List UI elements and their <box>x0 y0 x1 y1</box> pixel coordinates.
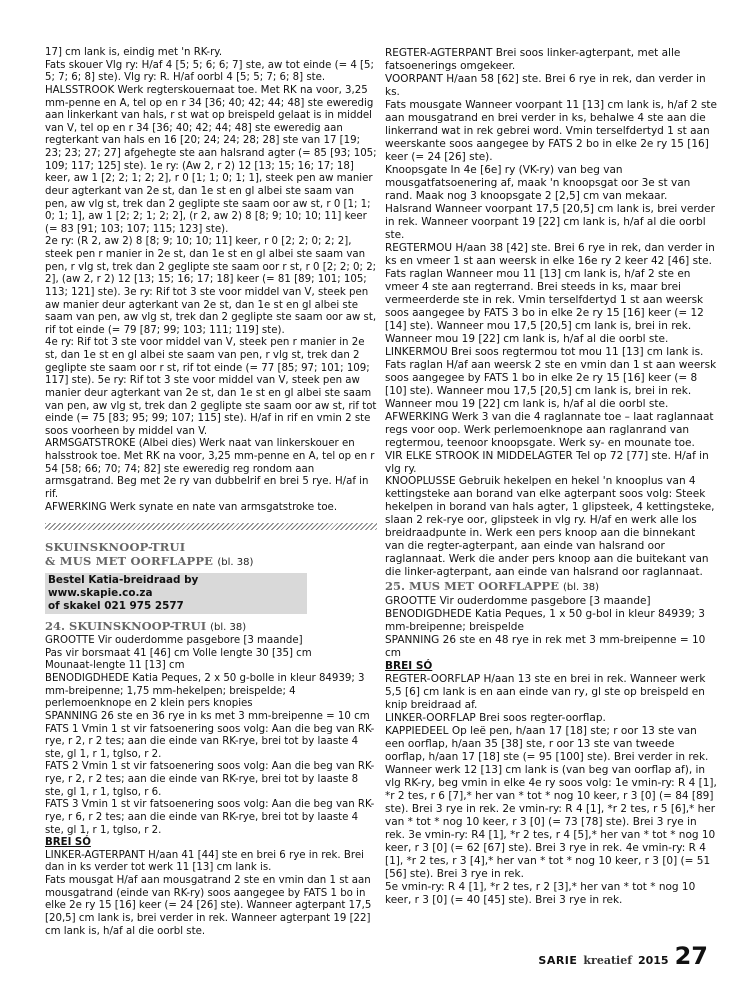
paragraph: LINKERMOU Brei soos regtermou tot mou 11 [13] cm lank is. <box>385 345 704 358</box>
paragraph: 5e vmin-ry: R 4 [1], *r 2 tes, r 2 [3],* her van * tot * nog 10 keer, r 3 [0] (= 40 [45] ste). Brei 3 rye in rek. <box>385 881 696 906</box>
magazine-name: SARIE <box>538 954 578 967</box>
paragraph: FATS 3 Vmin 1 st vir fatsoenering soos volg: Aan die beg van RK-rye, r 6, r 2 tes; aan die einde van RK-rye, brei tot by laaste 4 ste, gl 1, r 1, tglso, r 2. <box>45 799 375 836</box>
paragraph: Fats mousgat H/af aan mousgatrand 2 ste en vmin dan 1 st aan mousgatrand (einde van RK-ry) soos aangegee by FATS 1 bo in elke 2e ry 15 [16] keer (= 24 [26] ste). Wanneer agterpant 17,5 [20,5] cm lank is, brei verder in rek. Wanneer agterpant 19 [22] cm lank is, h/af al die oorbl ste. <box>45 875 372 937</box>
section-divider <box>45 523 377 530</box>
paragraph: 2e ry: (R 2, aw 2) 8 [8; 9; 10; 10; 11] keer, r 0 [2; 2; 0; 2; 2], steek pen r manier in 2e st, dan 1e st en gl albei ste saam van pen, r vlg st, trek dan 2 geglipte ste saam oor r st, r 0 [2; 2; 0; 2; 2], (aw 2, r 2) 12 [13; 15; 16; 17; 18] keer (= 81 [89; 101; 105; 113; 121] ste). 3e ry: Rif tot 3 ste voor middel van V, steek pen aw manier deur agterkant van 2e st, dan 1e st en gl albei ste saam van pen, aw vlg st, trek dan 2 geglipte ste saam oor aw st, rif tot einde (= 79 [87; 99; 103; 111; 119] ste). <box>45 236 377 336</box>
paragraph: 17] cm lank is, eindig met 'n RK-ry. <box>45 47 223 58</box>
magazine-edition: kreatief <box>583 954 632 967</box>
paragraph: FATS 1 Vmin 1 st vir fatsoenering soos volg: Aan die beg van RK-rye, r 2, r 2 tes; aan die einde van RK-rye, brei tot by laaste 4 ste, gl 1, r 1, tglso, r 2. <box>45 723 375 760</box>
paragraph: AFWERKING Werk synate en nate van armsgatstroke toe. <box>45 501 338 513</box>
paragraph: HALSSTROOK Werk regterskouernaat toe. Met RK na voor, 3,25 mm-penne en A, tel op en r 34 [36; 40; 42; 44; 48] ste eweredig aan linkerkant van hals, r st wat op breispeld gelaat is in middel van V, tel op en r 34 [36; 40; 42; 44; 48] ste eweredig aan regterkant van hals en 16 [20; 24; 24; 28; 28] ste van 17 [19; 23; 23; 27; 27] afgehegte ste aan halsrand agter (= 85 [93; 105; 109; 117; 125] ste). 1e ry: (Aw 2, r 2) 12 [13; 15; 16; 17; 18] keer, aw 1 [2; 2; 1; 2; 2], r 0 [1; 1; 0; 1; 1], steek pen aw manier deur agterkant van 2e st, dan 1e st en gl albei ste saam van pen, aw vlg st, trek dan 2 geglipte ste saam oor aw st, r 0 [1; 1; 0; 1; 1], aw 1 [2; 2; 1; 2; 2], (r 2, aw 2) 8 [8; 9; 10; 10; 11] keer (= 83 [91; 103; 107; 115; 123] ste). <box>45 84 377 235</box>
paragraph: VIR ELKE STROOK IN MIDDELAGTER Tel op 72 [77] ste. H/af in vlg ry. <box>385 449 709 475</box>
order-line: Bestel Katia-breidraad by www.skapie.co.za <box>48 574 199 600</box>
section-title-line1: SKUINSKNOOP-TRUI <box>45 540 186 555</box>
section-title-line2: & MUS MET OORFLAPPE <box>45 554 214 569</box>
subheading: BREI SÓ <box>385 660 433 673</box>
paragraph: KNOOPLUSSE Gebruik hekelpen en hekel 'n knooplus van 4 kettingsteke aan borand van elke agterpant soos volg: Steek hekelpen in borand van hals agter, 1 glipsteek, 4 kettingsteke, slaan 2 rek-rye oor, glipsteek in vlg ry. H/af en werk alle los breidraadpunte in. Werk een pers knoop aan die binnekant van die regter-agterpant, aan einde van halsrand oor raglannaat. Werk die ander pers knoop aan die buitekant van die linker-agterpant, aan einde van halsrand oor raglannaat. <box>385 475 715 579</box>
paragraph: Halsrand Wanneer voorpant 17,5 [20,5] cm lank is, brei verder in rek. Wanneer voorpant 19 [22] cm lank is, h/af al die oorbl ste. <box>385 202 715 241</box>
page-reference: (bl. 38) <box>210 622 247 634</box>
order-phone: of skakel 021 975 2577 <box>48 600 184 613</box>
paragraph: Fats raglan H/af aan weersk 2 ste en vmin dan 1 st aan weersk soos aangegee by FATS 1 bo in elke 2e ry 15 [16] keer (= 8 [10] ste). Wanneer mou 17,5 [20,5] cm lank is, brei in rek. Wanneer mou 19 [22] cm lank is, h/af al die oorbl ste. <box>385 358 717 410</box>
paragraph: GROOTTE Vir ouderdomme pasgebore [3 maande] <box>385 595 651 608</box>
paragraph: VOORPANT H/aan 58 [62] ste. Brei 6 rye in rek, dan verder in ks. <box>385 72 706 98</box>
paragraph: 4e ry: Rif tot 3 ste voor middel van V, steek pen r manier in 2e st, dan 1e st en gl albei ste saam van pen, r vlg st, trek dan 2 geglipte ste saam oor r st, rif tot einde (= 77 [85; 97; 101; 109; 117] ste). 5e ry: Rif tot 3 ste voor middel van V, steek pen aw manier deur agterkant van 2e st, dan 1e st en gl albei ste saam van pen, aw vlg st, trek dan 2 geglipte ste saam oor aw st, rif tot einde (= 75 [83; 95; 99; 107; 115] ste). H/af in rif en vmin 2 ste soos voorheen by middel van V. <box>45 337 377 437</box>
pattern-title-text: 25. MUS MET OORFLAPPE <box>385 579 559 594</box>
subheading: BREI SÓ <box>45 837 91 849</box>
page-number: 27 <box>674 942 708 970</box>
paragraph: SPANNING 26 ste en 48 rye in rek met 3 mm-breipenne = 10 cm <box>385 634 706 660</box>
left-column <box>45 47 377 938</box>
paragraph: Fats skouer Vlg ry: H/af 4 [5; 5; 6; 6; 7] ste, aw tot einde (= 4 [5; 5; 7; 6; 8] ste). Vlg ry: R. H/af oorbl 4 [5; 5; 7; 6; 8] ste. <box>45 59 374 84</box>
paragraph: GROOTTE Vir ouderdomme pasgebore [3 maande] <box>45 635 303 647</box>
right-column <box>385 47 717 907</box>
section-title <box>45 540 377 570</box>
pattern-title <box>385 579 717 595</box>
paragraph: AFWERKING Werk 3 van die 4 raglannate toe – laat raglannaat regs voor oop. Werk perlemoenknope aan raglanrand van regtermou, teenoor knoopsgate. Werk sy- en mounate toe. <box>385 410 714 449</box>
paragraph: BENODIGDHEDE Katia Peques, 1 x 50 g-bol in kleur 84939; 3 mm-breipenne; breispelde <box>385 608 705 634</box>
paragraph: BENODIGDHEDE Katia Peques, 2 x 50 g-bolle in kleur 84939; 3 mm-breipenne; 1,75 mm-hekelpen; breispelde; 4 perlemoenknope en 2 klein pers knopies <box>45 673 365 710</box>
paragraph: REGTERMOU H/aan 38 [42] ste. Brei 6 rye in rek, dan verder in ks en vmeer 1 st aan weersk in elke 16e ry 2 keer 42 [46] ste. <box>385 241 715 267</box>
paragraph: Pas vir borsmaat 41 [46] cm Volle lengte 30 [35] cm <box>45 647 312 659</box>
paragraph: Fats raglan Wanneer mou 11 [13] cm lank is, h/af 2 ste en vmeer 4 ste aan regterrand. Brei steeds in ks, maar brei vermeerderde ste in rek. Vmin terselfdertyd 1 st aan weersk soos aangegee by FATS 3 bo in elke 2e ry 15 [16] keer (= 12 [14] ste). Wanneer mou 17,5 [20,5] cm lank is, brei in rek. Wanneer mou 19 [22] cm lank is, h/af al die oorbl ste. <box>385 267 704 345</box>
magazine-year: 2015 <box>637 954 669 967</box>
page-reference: (bl. 38) <box>217 557 254 569</box>
order-info-box <box>45 573 307 614</box>
paragraph: KAPPIEDEEL Op leë pen, h/aan 17 [18] ste; r oor 13 ste van een oorflap, h/aan 35 [38] ste, r oor 13 ste van tweede oorflap, h/aan 17 [18] ste (= 95 [100] ste). Brei verder in rek. Wanneer werk 12 [13] cm lank is (van beg van oorflap af), in vlg RK-ry, beg vmin in elke 4e ry soos volg: 1e vmin-ry: R 4 [1], *r 2 tes, r 6 [7],* her van * tot * nog 10 keer, r 3 [0] (= 84 [89] ste). Brei 3 rye in rek. 2e vmin-ry: R 4 [1], *r 2 tes, r 5 [6],* her van * tot * nog 10 keer, r 3 [0] (= 73 [78] ste). Brei 3 rye in rek. 3e vmin-ry: R4 [1], *r 2 tes, r 4 [5],* her van * tot * nog 10 keer, r 3 [0] (= 62 [67] ste). Brei 3 rye in rek. 4e vmin-ry: R 4 [1], *r 2 tes, r 3 [4],* her van * tot * nog 10 keer, r 3 [0] (= 51 [56] ste). Brei 3 rye in rek. <box>385 725 717 881</box>
paragraph: FATS 2 Vmin 1 st vir fatsoenering soos volg: Aan die beg van RK-rye, r 2, r 2 tes; aan die einde van RK-rye, brei tot by laaste 8 ste, gl 1, r 1, tglso, r 6. <box>45 761 375 798</box>
page-footer <box>538 944 708 968</box>
pattern-title <box>45 619 377 635</box>
paragraph: REGTER-OORFLAP H/aan 13 ste en brei in rek. Wanneer werk 5,5 [6] cm lank is en aan einde van ry, gl ste op breispeld en knip breidraad af. <box>385 673 706 712</box>
paragraph: SPANNING 26 ste en 36 rye in ks met 3 mm-breipenne = 10 cm <box>45 710 370 722</box>
paragraph: REGTER-AGTERPANT Brei soos linker-agterpant, met alle fatsoenerings omgekeer. <box>385 47 681 72</box>
paragraph: Knoopsgate In 4e [6e] ry (VK-ry) van beg van mousgatfatsoenering af, maak 'n knoopsgat oor 3e st van rand. Maak nog 3 knoopsgate 2 [2,5] cm van mekaar. <box>385 163 691 202</box>
paragraph: LINKER-AGTERPANT H/aan 41 [44] ste en brei 6 rye in rek. Brei dan in ks verder tot werk 11 [13] cm lank is. <box>45 849 364 874</box>
paragraph: Fats mousgate Wanneer voorpant 11 [13] cm lank is, h/af 2 ste aan mousgatrand en brei verder in ks, behalwe 4 ste aan die linkerrand wat in rek gebrei word. Vmin terselfdertyd 1 st aan weerskante soos aangegee by FATS 2 bo in elke 2e ry 15 [16] keer (= 24 [26] ste). <box>385 98 717 163</box>
pattern-title-text: 24. SKUINSKNOOP-TRUI <box>45 619 207 634</box>
page-reference: (bl. 38) <box>562 582 599 594</box>
paragraph: Mounaat-lengte 11 [13] cm <box>45 660 185 672</box>
paragraph: ARMSGATSTROKE (Albei dies) Werk naat van linkerskouer en halsstrook toe. Met RK na voor, 3,25 mm-penne en A, tel op en r 54 [58; 66; 70; 74; 82] ste eweredig reg rondom aan armsgatrand. Beg met 2e ry van dubbelrif en brei 5 rye. H/af in rif. <box>45 438 375 500</box>
paragraph: LINKER-OORFLAP Brei soos regter-oorflap. <box>385 712 606 725</box>
